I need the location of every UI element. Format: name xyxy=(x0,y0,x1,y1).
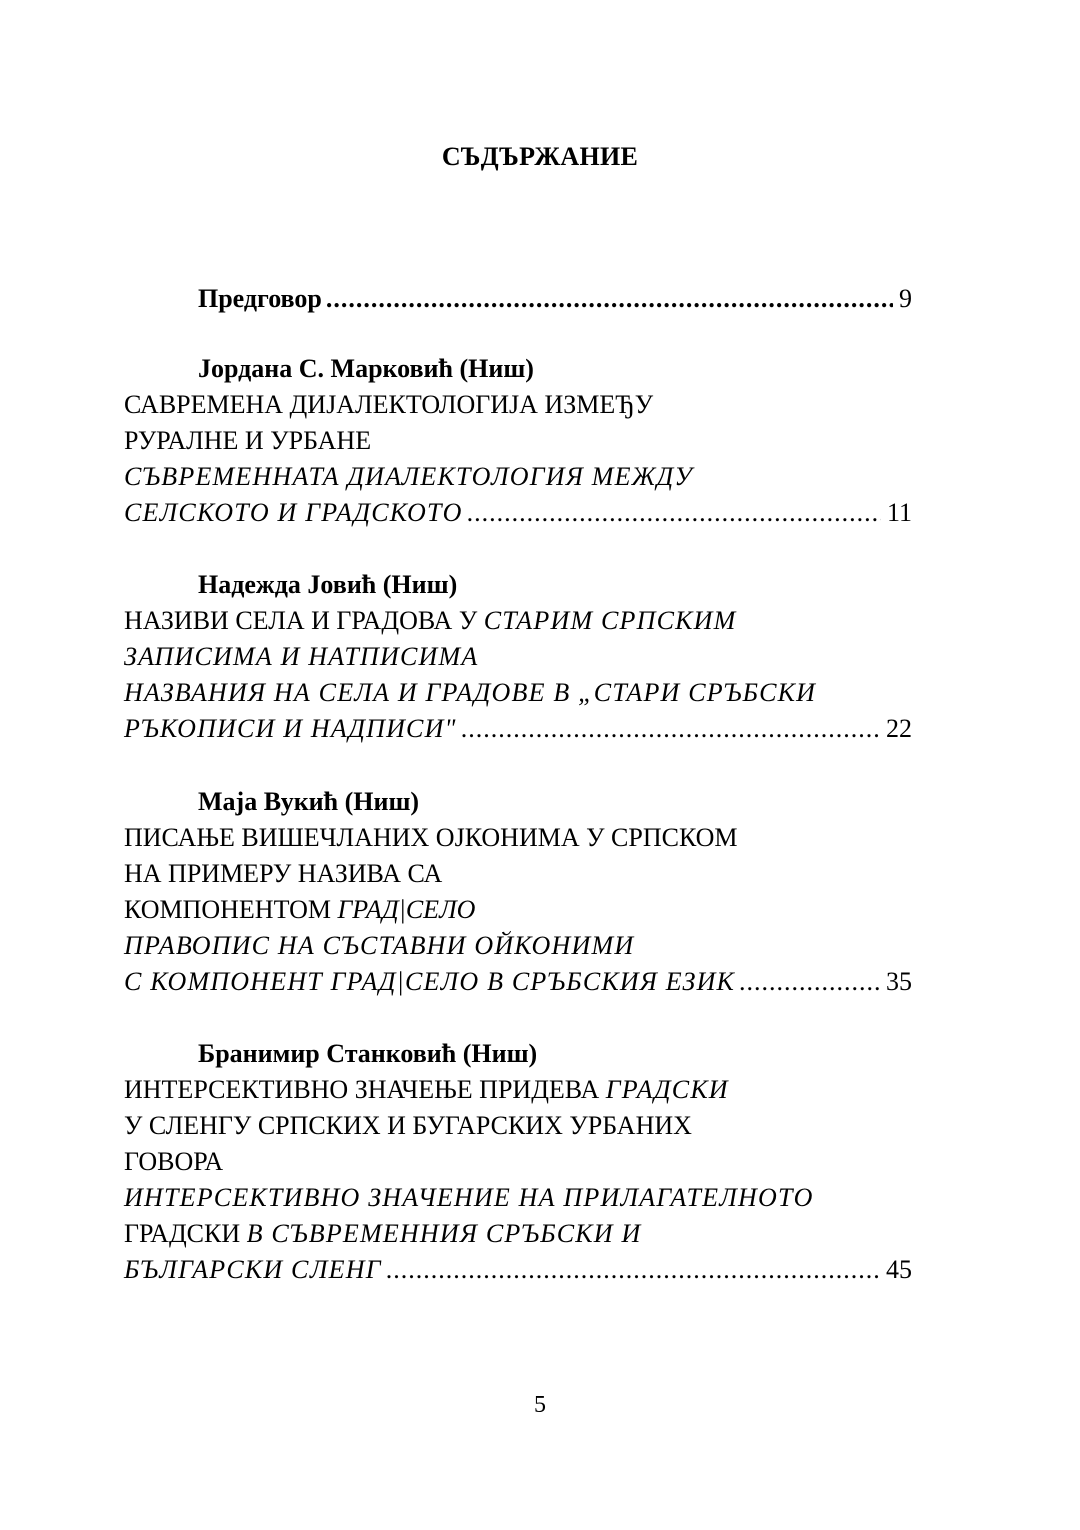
entry-title-line: СЪВРЕМЕННАТА ДИАЛЕКТОЛОГИЯ МЕЖДУ xyxy=(124,462,694,491)
page-number: 5 xyxy=(534,1392,546,1418)
entry-title-line: СЕЛСКОТО И ГРАДСКОТО xyxy=(124,498,463,527)
entry-title-segment: ГРАДСКИ xyxy=(605,1075,729,1104)
entry-author: Маја Вукић (Ниш) xyxy=(198,787,420,816)
toc-entry-1 xyxy=(124,351,912,531)
entry-last-line xyxy=(124,495,912,531)
entry-title-line: ГОВОРА xyxy=(124,1147,224,1176)
entry-author: Јордана С. Марковић (Ниш) xyxy=(198,354,534,383)
entry-author: Надежда Јовић (Ниш) xyxy=(198,570,458,599)
entry-last-line xyxy=(124,964,912,1000)
leader-dots xyxy=(739,964,880,1000)
entry-title-line: САВРЕМЕНА ДИЈАЛЕКТОЛОГИЈА ИЗМЕЂУ xyxy=(124,390,654,419)
entry-title-line: ПИСАЊЕ ВИШЕЧЛАНИХ ОЈКОНИМА У СРПСКОМ xyxy=(124,823,738,852)
entry-author: Бранимир Станковић (Ниш) xyxy=(198,1039,538,1068)
entry-last-line xyxy=(124,1252,912,1288)
entry-title-line xyxy=(124,1216,912,1252)
entry-page-number: 22 xyxy=(886,714,912,743)
leader-dots xyxy=(326,281,893,317)
toc-entry-2 xyxy=(124,567,912,747)
entry-title-line: НА ПРИМЕРУ НАЗИВА СА xyxy=(124,859,443,888)
entry-title-segment: ИНТЕРСЕКТИВНО ЗНАЧЕЊЕ ПРИДЕВА xyxy=(124,1075,606,1104)
entry-title-line: РЪКОПИСИ И НАДПИСИ" xyxy=(124,714,457,743)
entry-page-number: 11 xyxy=(886,498,912,527)
toc-entry-4 xyxy=(124,1036,912,1288)
entry-title-line: ЗАПИСИМА И НАТПИСИМА xyxy=(124,642,479,671)
entry-title-segment: ГРАД|СЕЛО xyxy=(337,895,476,924)
entry-title-line xyxy=(124,1072,912,1108)
entry-title-segment: ГРАДСКИ xyxy=(124,1219,247,1248)
entry-title-segment: КОМПОНЕНТОМ xyxy=(124,895,338,924)
toc-entry-3 xyxy=(124,784,912,1000)
entry-title-segment: СТАРИМ СРПСКИМ xyxy=(483,606,737,635)
preface-page-number: 9 xyxy=(899,284,912,313)
entry-last-line xyxy=(124,711,912,747)
entry-title-segment: НАЗИВИ СЕЛА И ГРАДОВА У xyxy=(124,606,484,635)
entry-page-number: 45 xyxy=(886,1255,912,1284)
page-title: СЪДЪРЖАНИЕ xyxy=(441,142,639,171)
toc-preface xyxy=(124,281,912,317)
preface-label: Предговор xyxy=(198,284,322,313)
entry-title-line xyxy=(124,892,912,928)
entry-title-line: ПРАВОПИС НА СЪСТАВНИ ОЙКОНИМИ xyxy=(124,931,635,960)
leader-dots xyxy=(467,495,881,531)
entry-title-line: У СЛЕНГУ СРПСКИХ И БУГАРСКИХ УРБАНИХ xyxy=(124,1111,692,1140)
entry-title-line: НАЗВАНИЯ НА СЕЛА И ГРАДОВЕ В „СТАРИ СРЪБСКИ xyxy=(124,678,817,707)
entry-title-line: БЪЛГАРСКИ СЛЕНГ xyxy=(124,1255,382,1284)
leader-dots xyxy=(386,1252,880,1288)
entry-title-line xyxy=(124,603,912,639)
entry-title-line: С КОМПОНЕНТ ГРАД|СЕЛО В СРЪБСКИЯ ЕЗИК xyxy=(124,967,736,996)
entry-title-line: РУРАЛНЕ И УРБАНЕ xyxy=(124,426,372,455)
entry-page-number: 35 xyxy=(886,967,912,996)
entry-title-line: ИНТЕРСЕКТИВНО ЗНАЧЕНИЕ НА ПРИЛАГАТЕЛНОТО xyxy=(124,1183,814,1212)
entry-title-segment: В СЪВРЕМЕННИЯ СРЪБСКИ И xyxy=(246,1219,642,1248)
leader-dots xyxy=(461,711,880,747)
preface-line xyxy=(124,281,912,317)
